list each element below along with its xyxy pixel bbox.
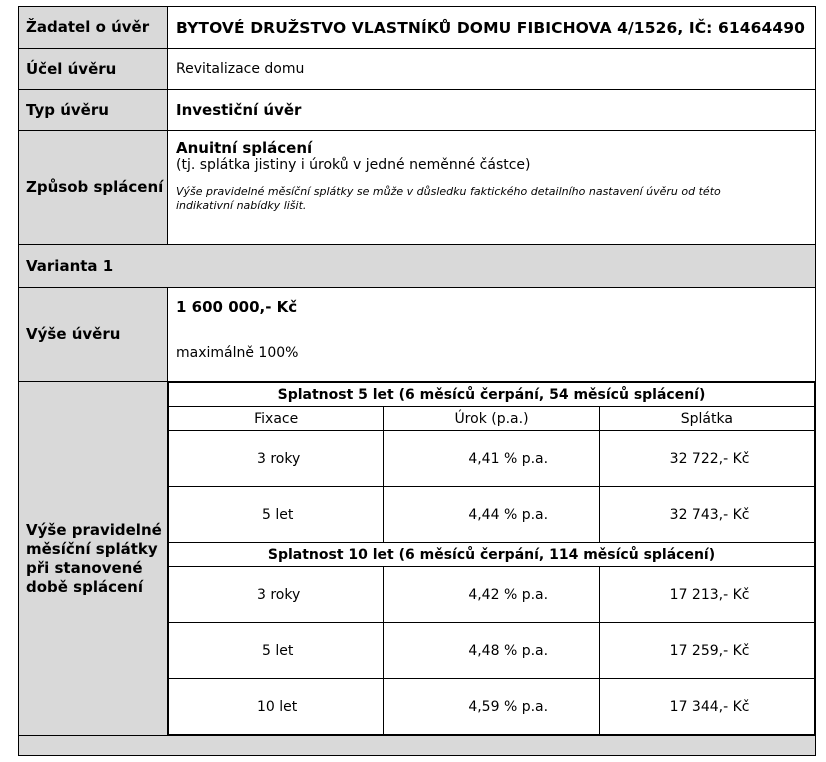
rate-cell: 4,44 % p.a. [384, 487, 599, 543]
next-row-cell [19, 736, 816, 756]
installment-cell: 17 344,- Kč [599, 679, 814, 735]
row-installments [19, 382, 816, 736]
installments-value [168, 382, 816, 736]
row-loan-amount [19, 288, 816, 382]
column-urok: Úrok (p.a.) [384, 407, 599, 431]
section-1-title: Splatnost 5 let (6 měsíců čerpání, 54 měsíců splácení) [169, 383, 815, 407]
rate-cell: 4,41 % p.a. [384, 431, 599, 487]
repayment-method-title: Anuitní splácení [176, 139, 313, 157]
applicant-label: Žadatel o úvěr [19, 7, 168, 49]
repayment-method-value [168, 131, 816, 245]
section-2-header [169, 543, 815, 567]
row-applicant [19, 7, 816, 49]
section-2-title: Splatnost 10 let (6 měsíců čerpání, 114 měsíců splácení) [169, 543, 815, 567]
installment-cell: 17 259,- Kč [599, 623, 814, 679]
repayment-method-note: Výše pravidelné měsíční splátky se může v důsledku faktického detailního nastavení úvěru od této indikativní nabídky lišit. [176, 185, 721, 212]
section-1-header [169, 383, 815, 407]
fixation-cell: 3 roky [169, 431, 384, 487]
rate-cell: 4,42 % p.a. [384, 567, 599, 623]
row-type [19, 90, 816, 131]
variant-label: Varianta 1 [19, 245, 816, 288]
purpose-label: Účel úvěru [19, 49, 168, 90]
row-purpose [19, 49, 816, 90]
row-variant [19, 245, 816, 288]
table-row [169, 431, 815, 487]
row-repayment-method [19, 131, 816, 245]
loan-amount-label: Výše úvěru [19, 288, 168, 382]
column-splatka: Splátka [599, 407, 814, 431]
fixation-cell: 10 let [169, 679, 384, 735]
loan-amount-value [168, 288, 816, 382]
fixation-cell: 3 roky [169, 567, 384, 623]
loan-limit: maximálně 100% [176, 345, 299, 361]
fixation-cell: 5 let [169, 623, 384, 679]
installment-cell: 17 213,- Kč [599, 567, 814, 623]
fixation-cell: 5 let [169, 487, 384, 543]
table-row [169, 487, 815, 543]
installments-label: Výše pravidelné měsíční splátky při stanovené době splácení [19, 382, 168, 736]
repayment-method-subtitle: (tj. splátka jistiny i úroků v jedné neměnné částce) [176, 157, 531, 173]
table-row [169, 567, 815, 623]
installment-cell: 32 743,- Kč [599, 487, 814, 543]
loan-amount: 1 600 000,- Kč [176, 298, 298, 316]
rate-cell: 4,59 % p.a. [384, 679, 599, 735]
installment-cell: 32 722,- Kč [599, 431, 814, 487]
rate-cell: 4,48 % p.a. [384, 623, 599, 679]
table-row [169, 679, 815, 735]
type-value: Investiční úvěr [168, 90, 816, 131]
table-row [169, 623, 815, 679]
row-next [19, 736, 816, 756]
repayment-method-label: Způsob splácení [19, 131, 168, 245]
installments-table [168, 382, 815, 735]
applicant-value: BYTOVÉ DRUŽSTVO VLASTNÍKŮ DOMU FIBICHOVA 4/1526, IČ: 61464490 [168, 7, 816, 49]
purpose-value: Revitalizace domu [168, 49, 816, 90]
column-fixace: Fixace [169, 407, 384, 431]
type-label: Typ úvěru [19, 90, 168, 131]
loan-offer-table [18, 6, 816, 756]
column-headers [169, 407, 815, 431]
